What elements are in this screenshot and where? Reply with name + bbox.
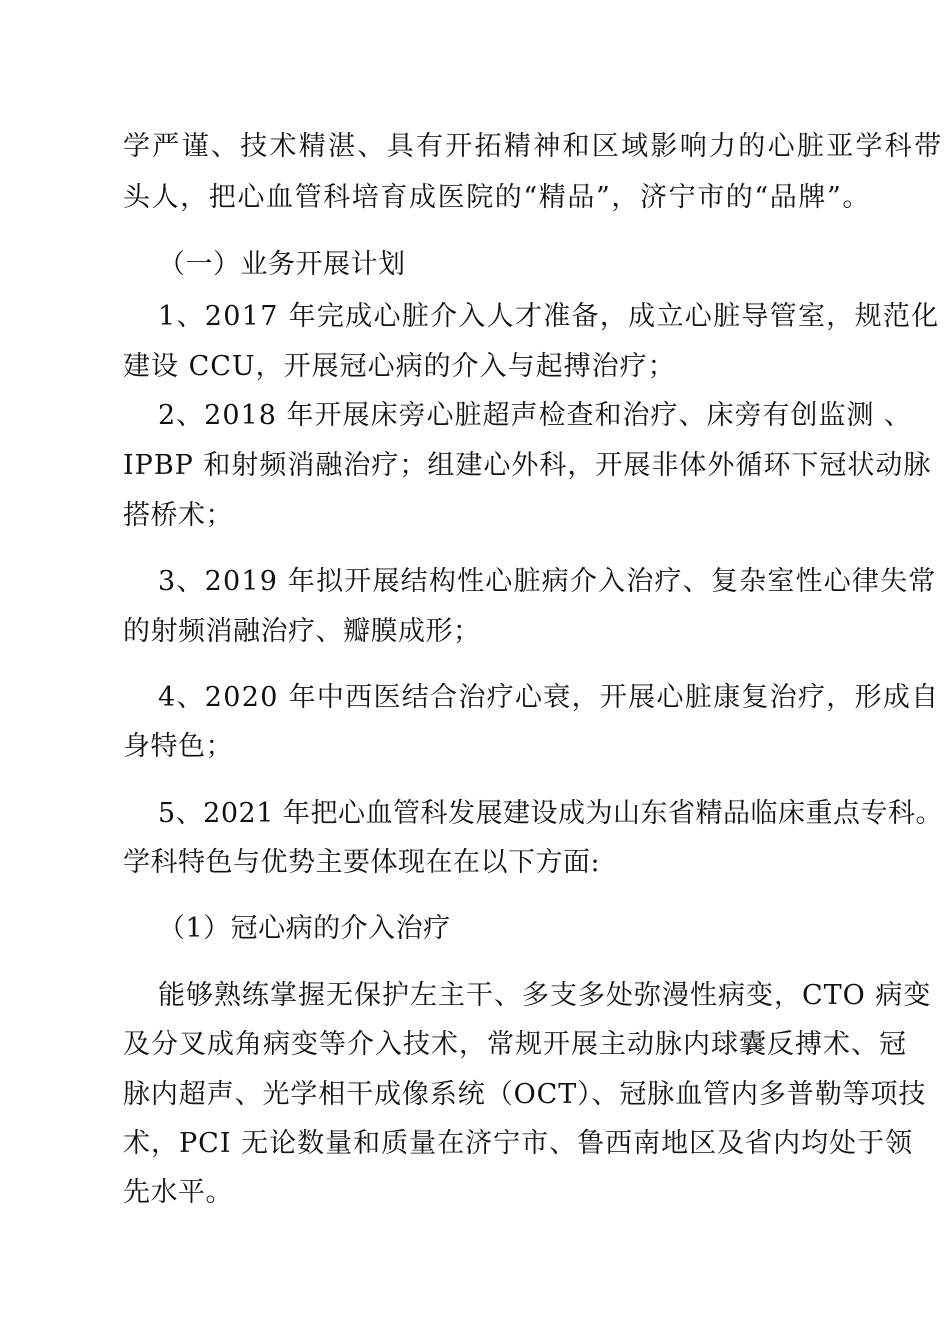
paragraph-coronary-line-5: 先水平。 bbox=[123, 1177, 233, 1208]
plan-item-5-line-2: 学科特色与优势主要体现在在以下方面: bbox=[123, 847, 601, 878]
paragraph-coronary-line-2: 及分叉成角病变等介入技术，常规开展主动脉内球囊反搏术、冠 bbox=[123, 1029, 907, 1060]
paragraph-coronary-line-4: 术，PCI 无论数量和质量在济宁市、鲁西南地区及省内均处于领 bbox=[123, 1128, 914, 1159]
plan-item-1-line-1: 1、2017 年完成心脏介入人才准备，成立心脏导管室，规范化 bbox=[158, 301, 940, 332]
plan-item-3-line-2: 的射频消融治疗、瓣膜成形； bbox=[123, 616, 481, 647]
plan-item-3-line-1: 3、2019 年拟开展结构性心脏病介入治疗、复杂室性心律失常 bbox=[158, 566, 937, 597]
paragraph-coronary-line-1: 能够熟练掌握无保护左主干、多支多处弥漫性病变，CTO 病变 bbox=[158, 980, 932, 1011]
plan-item-1-line-2: 建设 CCU，开展冠心病的介入与起搏治疗； bbox=[123, 351, 676, 382]
plan-item-2-line-2: IPBP 和射频消融治疗；组建心外科，开展非体外循环下冠状动脉 bbox=[123, 450, 932, 481]
paragraph-intro-line-1: 学严谨、技术精湛、具有开拓精神和区域影响力的心脏亚学科带 bbox=[123, 131, 944, 162]
paragraph-intro-line-2: 头人，把心血管科培育成医院的“精品”，济宁市的“品牌”。 bbox=[123, 182, 872, 213]
plan-item-2-line-1: 2、2018 年开展床旁心脏超声检查和治疗、床旁有创监测 、 bbox=[158, 400, 913, 431]
plan-item-4-line-1: 4、2020 年中西医结合治疗心衰，开展心脏康复治疗，形成自 bbox=[158, 682, 940, 713]
plan-item-5-line-1: 5、2021 年把心血管科发展建设成为山东省精品临床重点专科。 bbox=[158, 798, 943, 829]
section-heading-business-plan: （一）业务开展计划 bbox=[158, 249, 406, 280]
plan-item-4-line-2: 身特色； bbox=[123, 731, 233, 762]
subsection-heading-coronary-intervention: （1）冠心病的介入治疗 bbox=[158, 913, 451, 944]
plan-item-2-line-3: 搭桥术； bbox=[123, 500, 233, 531]
paragraph-coronary-line-3: 脉内超声、光学相干成像系统（OCT）、冠脉血管内多普勒等项技 bbox=[123, 1079, 927, 1110]
